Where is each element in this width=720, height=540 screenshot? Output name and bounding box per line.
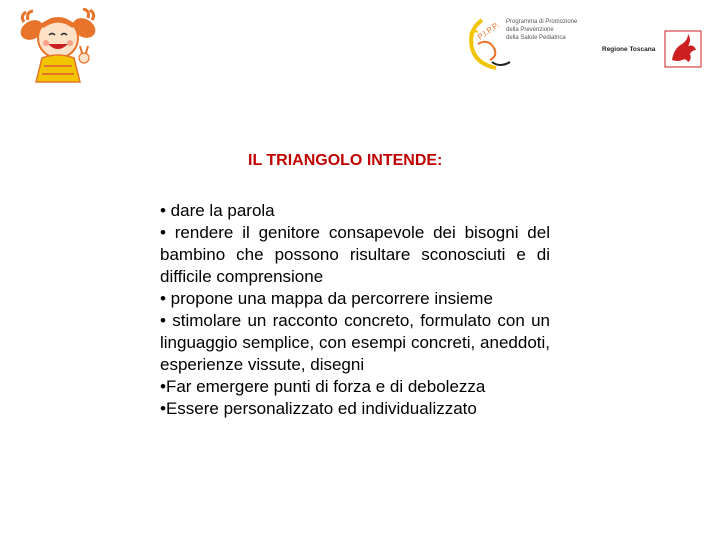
- list-item: •Far emergere punti di forza e di debolezza: [160, 377, 486, 396]
- child-mascot-logo: [18, 8, 98, 90]
- list-item: • rendere il genitore consapevole dei bisogni del bambino che possono risultare sconosciuti e di difficile comprensione: [160, 223, 550, 286]
- pipp-line-2: della Prevenzione: [506, 27, 554, 33]
- list-item: • dare la parola: [160, 201, 275, 220]
- page-title: IL TRIANGOLO INTENDE:: [248, 152, 443, 169]
- bullet-list: [160, 200, 550, 420]
- pipp-logo: [462, 14, 592, 80]
- pipp-logo-text: [506, 18, 592, 42]
- pipp-acronym: P.I.P.P.: [475, 20, 501, 42]
- pipp-line-1: Programma di Promozione: [506, 19, 578, 25]
- regione-toscana-label: Regione Toscana: [602, 46, 656, 53]
- list-item: • stimolare un racconto concreto, formulato con un linguaggio semplice, con esempi concreti, aneddoti, esperienze vissute, disegni: [160, 311, 550, 374]
- regione-toscana-emblem-icon: [664, 30, 702, 68]
- pipp-line-3: della Salute Pediatrica: [506, 35, 566, 41]
- list-item: • propone una mappa da percorrere insieme: [160, 289, 493, 308]
- list-item: •Essere personalizzato ed individualizzato: [160, 399, 477, 418]
